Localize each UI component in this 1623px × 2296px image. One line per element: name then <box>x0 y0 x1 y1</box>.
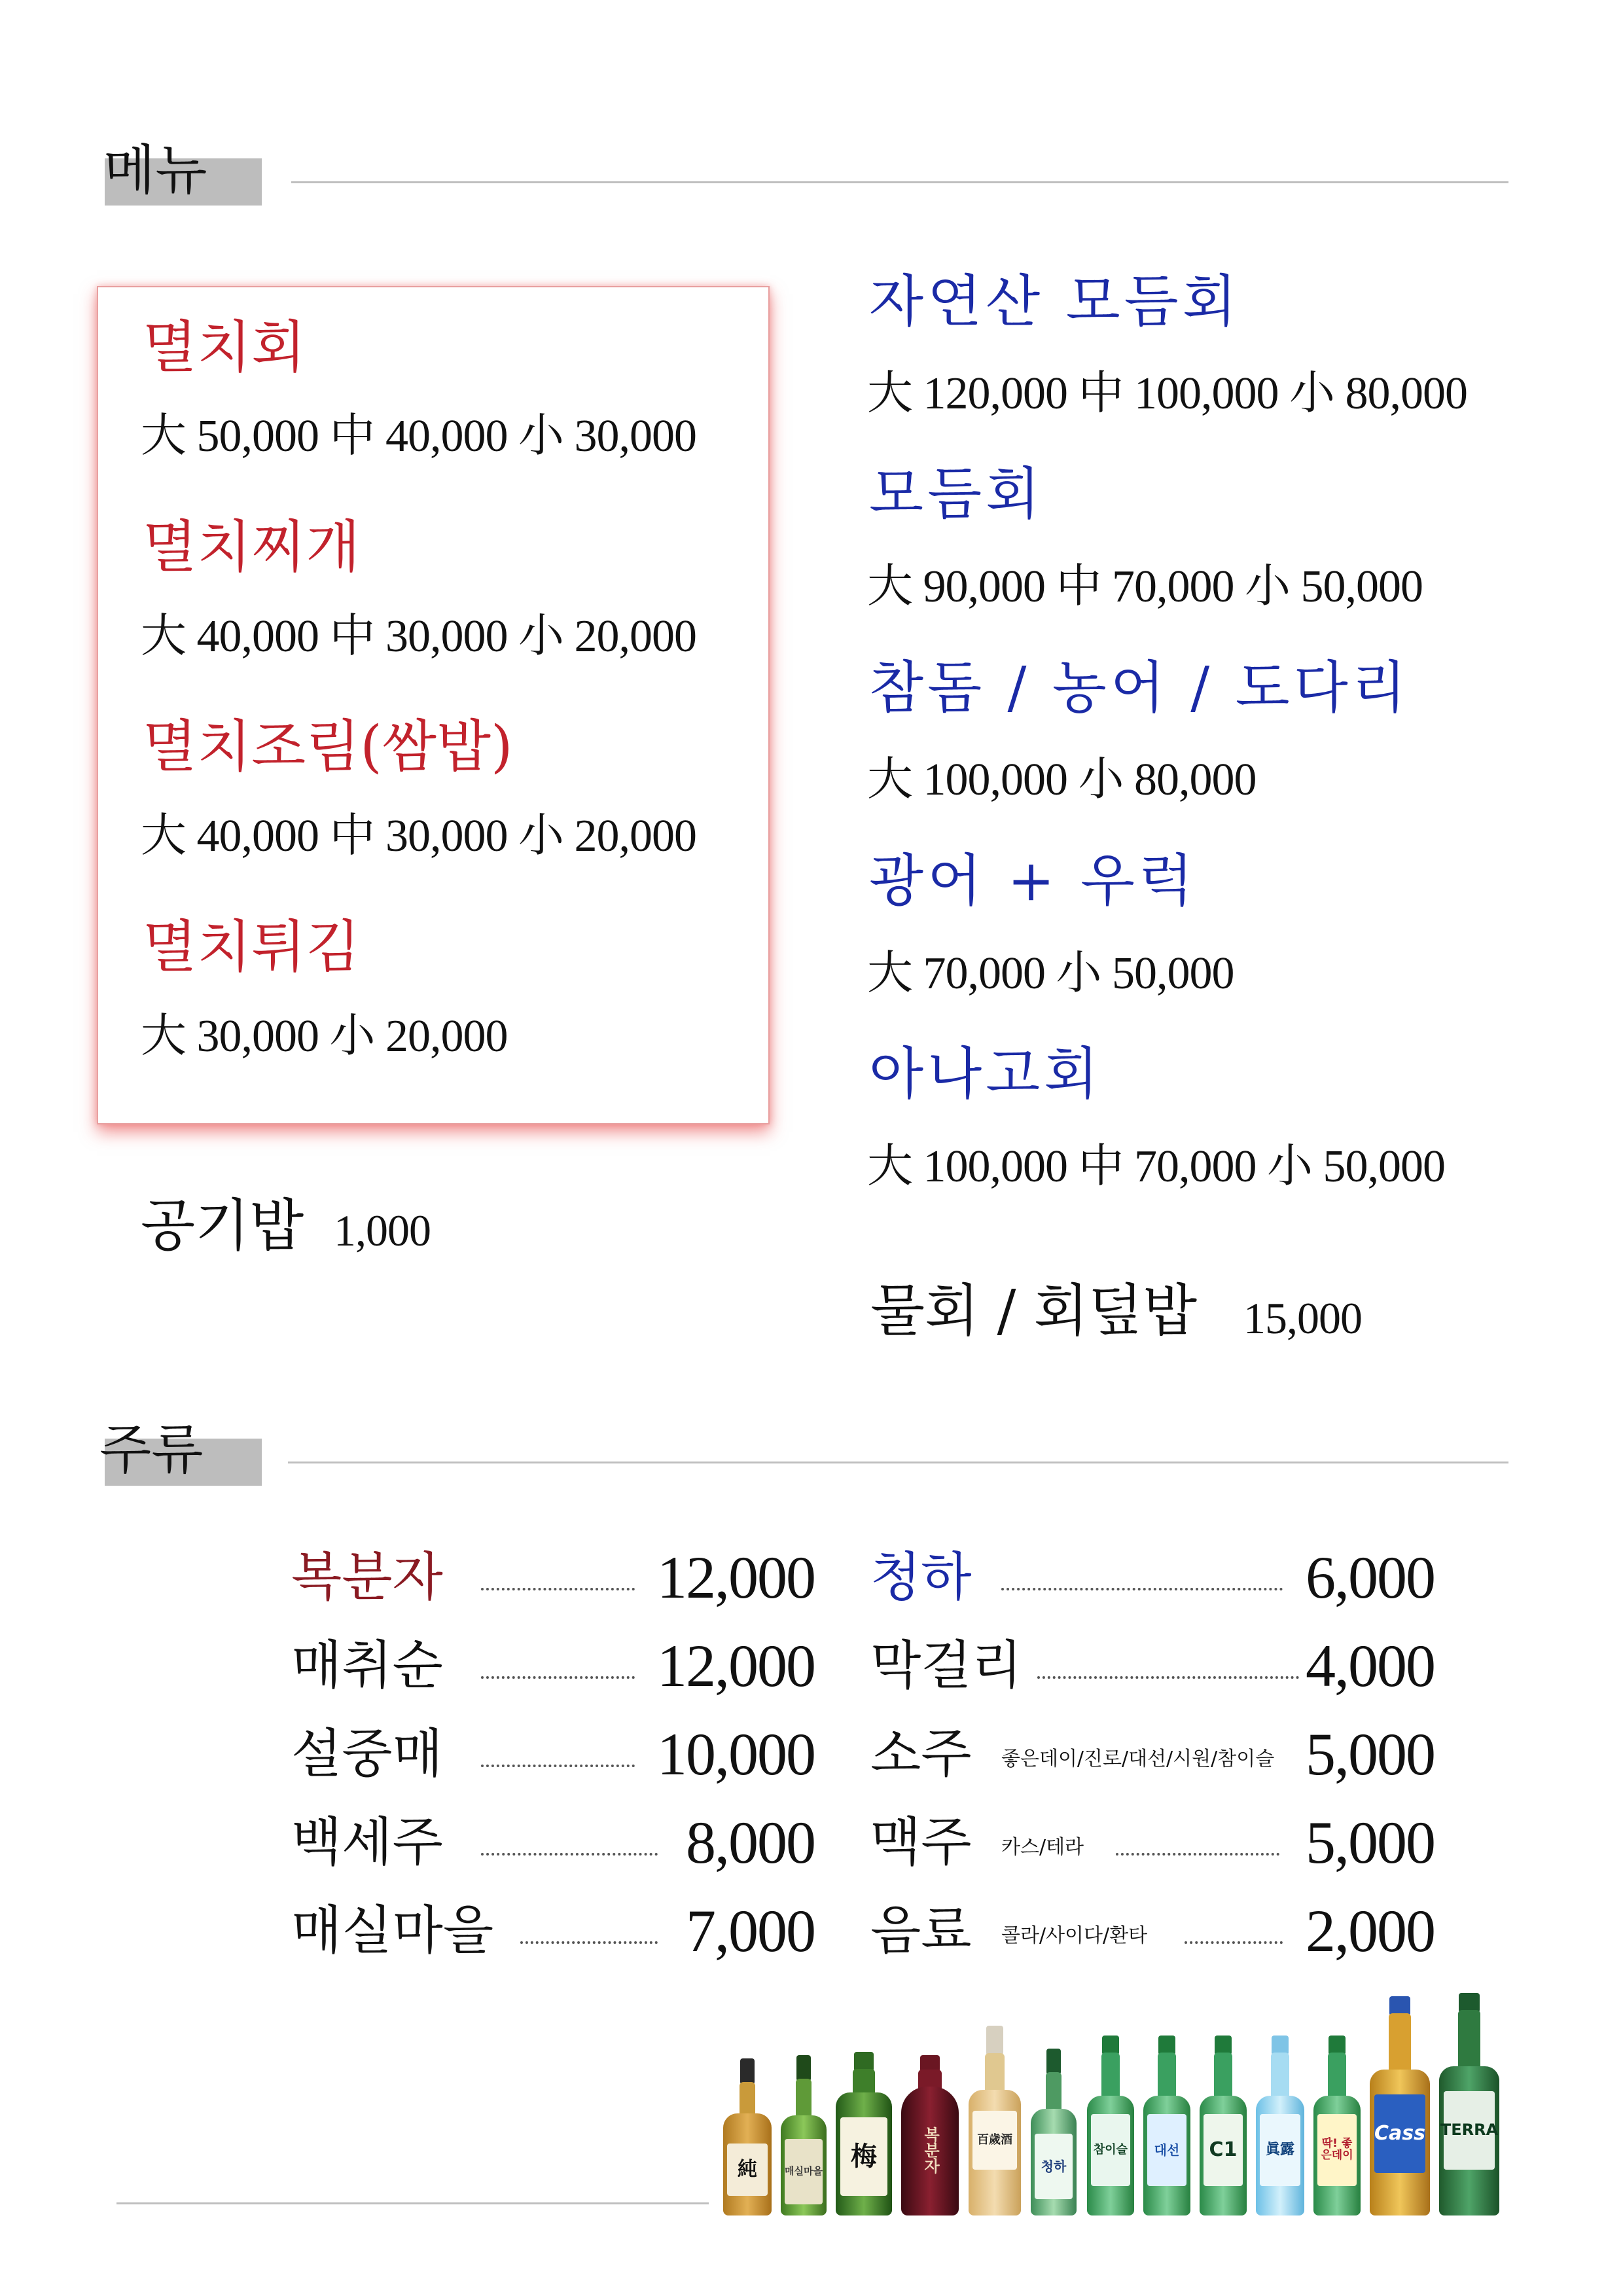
menu-item-name: 모듬회 <box>869 461 1044 527</box>
menu-item-name: 자연산 모듬회 <box>869 269 1241 334</box>
bottle-icon <box>1143 2036 1190 2215</box>
menu-item-name: 아나고회 <box>869 1041 1103 1107</box>
bottle-label: 百歲酒 <box>972 2111 1016 2170</box>
drink-row <box>870 1626 1435 1699</box>
menu-item-price: 大 120,000 中 100,000 小 80,000 <box>867 368 1467 419</box>
menu-section-title: 메뉴 <box>103 139 207 202</box>
dot-leader <box>481 1588 635 1590</box>
drink-price: 2,000 <box>1306 1897 1435 1964</box>
bottle-label: 딱! 좋은데이 <box>1317 2114 1357 2186</box>
bottle-icon <box>781 2055 827 2215</box>
bottle-icon <box>1087 2036 1134 2215</box>
bottle-icon <box>1313 2036 1361 2215</box>
menu-item-name: 참돔 / 농어 / 도다리 <box>869 655 1410 721</box>
drink-brands: 카스/테라 <box>1001 1836 1084 1859</box>
drink-name: 매취순 <box>291 1635 443 1696</box>
dot-leader <box>481 1765 635 1767</box>
drink-name: 맥주 <box>870 1812 972 1873</box>
drink-name: 복분자 <box>291 1547 443 1607</box>
drink-name: 음료 <box>870 1900 972 1961</box>
bottle-icon <box>901 2055 959 2215</box>
drink-price: 5,000 <box>1306 1721 1435 1787</box>
drinks-section-title: 주류 <box>99 1419 204 1481</box>
menu-item-name: 멸치튀김 <box>143 914 361 980</box>
drink-price: 10,000 <box>657 1721 815 1787</box>
bottle-icon <box>1370 1996 1430 2215</box>
menu-item-price: 大 50,000 中 40,000 小 30,000 <box>141 411 696 461</box>
dot-leader <box>520 1941 658 1944</box>
menu-item-price: 大 30,000 小 20,000 <box>141 1011 508 1062</box>
drink-price: 4,000 <box>1306 1632 1435 1699</box>
drink-row <box>291 1715 815 1787</box>
drink-name: 청하 <box>870 1547 972 1607</box>
rice-item-name: 공기밥 <box>141 1193 304 1259</box>
bottle-icon <box>836 2052 892 2215</box>
bottle-label: 복분자 <box>921 2126 940 2174</box>
bottle-label: 純 <box>727 2144 768 2196</box>
drink-name: 백세주 <box>291 1812 443 1873</box>
drink-price: 8,000 <box>686 1809 815 1876</box>
drink-name: 매실마을 <box>291 1900 494 1961</box>
dot-leader <box>1001 1588 1283 1590</box>
bottles-illustration <box>723 1947 1535 2215</box>
drink-row <box>291 1538 815 1611</box>
drink-row <box>291 1626 815 1699</box>
drinks-header-rule <box>288 1462 1508 1463</box>
dot-leader <box>481 1853 658 1856</box>
drink-name: 소주 <box>870 1723 972 1784</box>
drink-brands: 좋은데이/진로/대선/시원/참이슬 <box>1001 1748 1275 1770</box>
menu-item-price: 大 40,000 中 30,000 小 20,000 <box>141 611 696 662</box>
menu-item-name: 광어 + 우럭 <box>869 848 1198 914</box>
dot-leader <box>1037 1676 1299 1679</box>
menu-item-price: 大 100,000 小 80,000 <box>867 755 1257 805</box>
mulhoe-item-price: 15,000 <box>1243 1293 1362 1343</box>
bottle-label: 梅 <box>840 2117 887 2196</box>
bottle-icon <box>969 2026 1021 2215</box>
drink-price: 5,000 <box>1306 1809 1435 1876</box>
bottle-icon <box>1256 2036 1304 2215</box>
drink-name: 막걸리 <box>870 1635 1022 1696</box>
bottle-label: 대선 <box>1147 2114 1187 2186</box>
rice-item-price: 1,000 <box>334 1206 431 1255</box>
bottle-icon <box>1031 2049 1077 2215</box>
bottle-label: 청하 <box>1035 2134 1073 2199</box>
menu-item-price: 大 100,000 中 70,000 小 50,000 <box>867 1141 1445 1192</box>
menu-item-name: 멸치조림(쌈밥) <box>143 714 513 780</box>
bottom-rule <box>116 2202 709 2204</box>
drink-price: 7,000 <box>686 1897 815 1964</box>
menu-item-price: 大 90,000 中 70,000 小 50,000 <box>867 562 1423 612</box>
mulhoe-item-name: 물회 / 회덮밥 <box>870 1278 1198 1344</box>
drink-price: 12,000 <box>657 1632 815 1699</box>
menu-item-name: 멸치찌개 <box>143 514 361 580</box>
menu-item-price: 大 40,000 中 30,000 小 20,000 <box>141 811 696 861</box>
dot-leader <box>1185 1941 1283 1944</box>
bottle-icon <box>1200 2036 1247 2215</box>
menu-header-rule <box>291 181 1508 183</box>
menu-item-price: 大 70,000 小 50,000 <box>867 948 1234 999</box>
drink-brands: 콜라/사이다/환타 <box>1001 1924 1148 1947</box>
bottle-icon <box>1439 1993 1499 2215</box>
drink-row <box>870 1715 1435 1787</box>
menu-item-name: 멸치회 <box>143 315 306 380</box>
bottle-label: TERRA <box>1444 2091 1494 2170</box>
drink-price: 6,000 <box>1306 1544 1435 1611</box>
bottle-label: 참이슬 <box>1091 2114 1131 2186</box>
dot-leader <box>1116 1853 1279 1856</box>
drink-row <box>291 1803 815 1876</box>
bottle-label: 매실마을 <box>785 2139 823 2204</box>
drink-row <box>870 1538 1435 1611</box>
bottle-label: C1 <box>1204 2114 1243 2186</box>
drink-name: 설중매 <box>291 1723 443 1784</box>
drink-price: 12,000 <box>657 1544 815 1611</box>
bottle-icon <box>723 2058 772 2215</box>
bottle-label: Cass <box>1374 2094 1425 2173</box>
drink-row <box>870 1803 1435 1876</box>
dot-leader <box>481 1676 635 1679</box>
bottle-label: 眞露 <box>1260 2114 1300 2186</box>
